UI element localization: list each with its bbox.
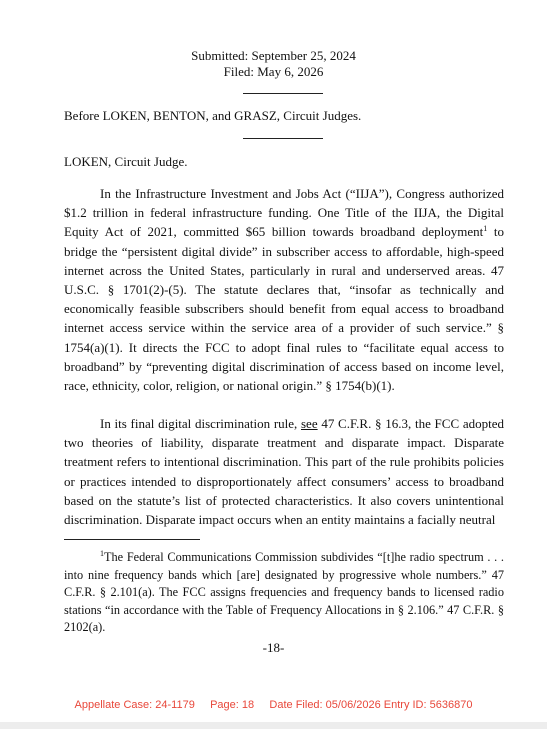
paragraph-2 [64, 414, 504, 529]
filing-banner: Appellate Case: 24-1179 Page: 18 Date Filed: 05/06/2026 Entry ID: 5636870 [74, 699, 473, 711]
panel-line: Before LOKEN, BENTON, and GRASZ, Circuit Judges. [64, 108, 362, 123]
paragraph-2-text-a: In its final digital discrimination rule, [100, 416, 301, 431]
see-signal: see [301, 416, 318, 431]
paragraph-1-text-b: to bridge the “persistent digital divide” in subscriber access to affordable, high-speed internet across the United States, particularly in rural and underserved areas. 47 U.S.C. § 1701(2)-(5). The statute declares that, “insofar as technically and economically feasible subscribers should benefit from equal access to broadband internet access service within the service area of a provider of such service.” § 1754(a)(1). It directs the FCC to adopt final rules to “facilitate equal access to broadband” by “preventing digital discrimination of access based on income level, race, ethnicity, color, religion, or national origin.” § 1754(b)(1). [64, 224, 504, 394]
footnote-text: The Federal Communications Commission subdivides “[t]he radio spectrum . . . into nine frequency bands which [are] designated by progressive whole numbers.” 47 C.F.R. § 2.101(a). The FCC assigns frequencies and frequency bands to licensed radio stations “in accordance with the Table of Frequency Allocations in § 2.106.” 47 C.F.R. § 2102(a). [64, 550, 504, 635]
header-divider [243, 93, 323, 94]
footnote-ref: 1 [483, 224, 488, 234]
paragraph-2-text-b: 47 C.F.R. § 16.3, the FCC adopted two theories of liability, disparate treatment and disparate impact. Disparate treatment refers to intentional discrimination. This part of the rule prohibits policies or practices intended to disproportionately affect consumers’ access to broadband based on the statute’s list of protected characteristics. It also covers unintentional discrimination. Disparate impact occurs when an entity maintains a facially neutral [64, 416, 504, 528]
submitted-date: Submitted: September 25, 2024 [191, 48, 356, 63]
author-line: LOKEN, Circuit Judge. [64, 154, 188, 169]
page-bottom-edge [0, 722, 547, 729]
paragraph-1-text-a: In the Infrastructure Investment and Jobs Act (“IIJA”), Congress authorized $1.2 trillion in federal infrastructure funding. One Title of the IIJA, the Digital Equity Act of 2021, committed $65 billion towards broadband deployment [64, 186, 504, 240]
panel-divider [243, 138, 323, 139]
footnote-divider [64, 539, 200, 540]
filed-date: Filed: May 6, 2026 [223, 64, 324, 79]
page-number: -18- [262, 640, 285, 655]
footnote-1 [64, 549, 504, 637]
paragraph-1 [64, 184, 504, 395]
footnote-marker: 1 [100, 549, 104, 558]
